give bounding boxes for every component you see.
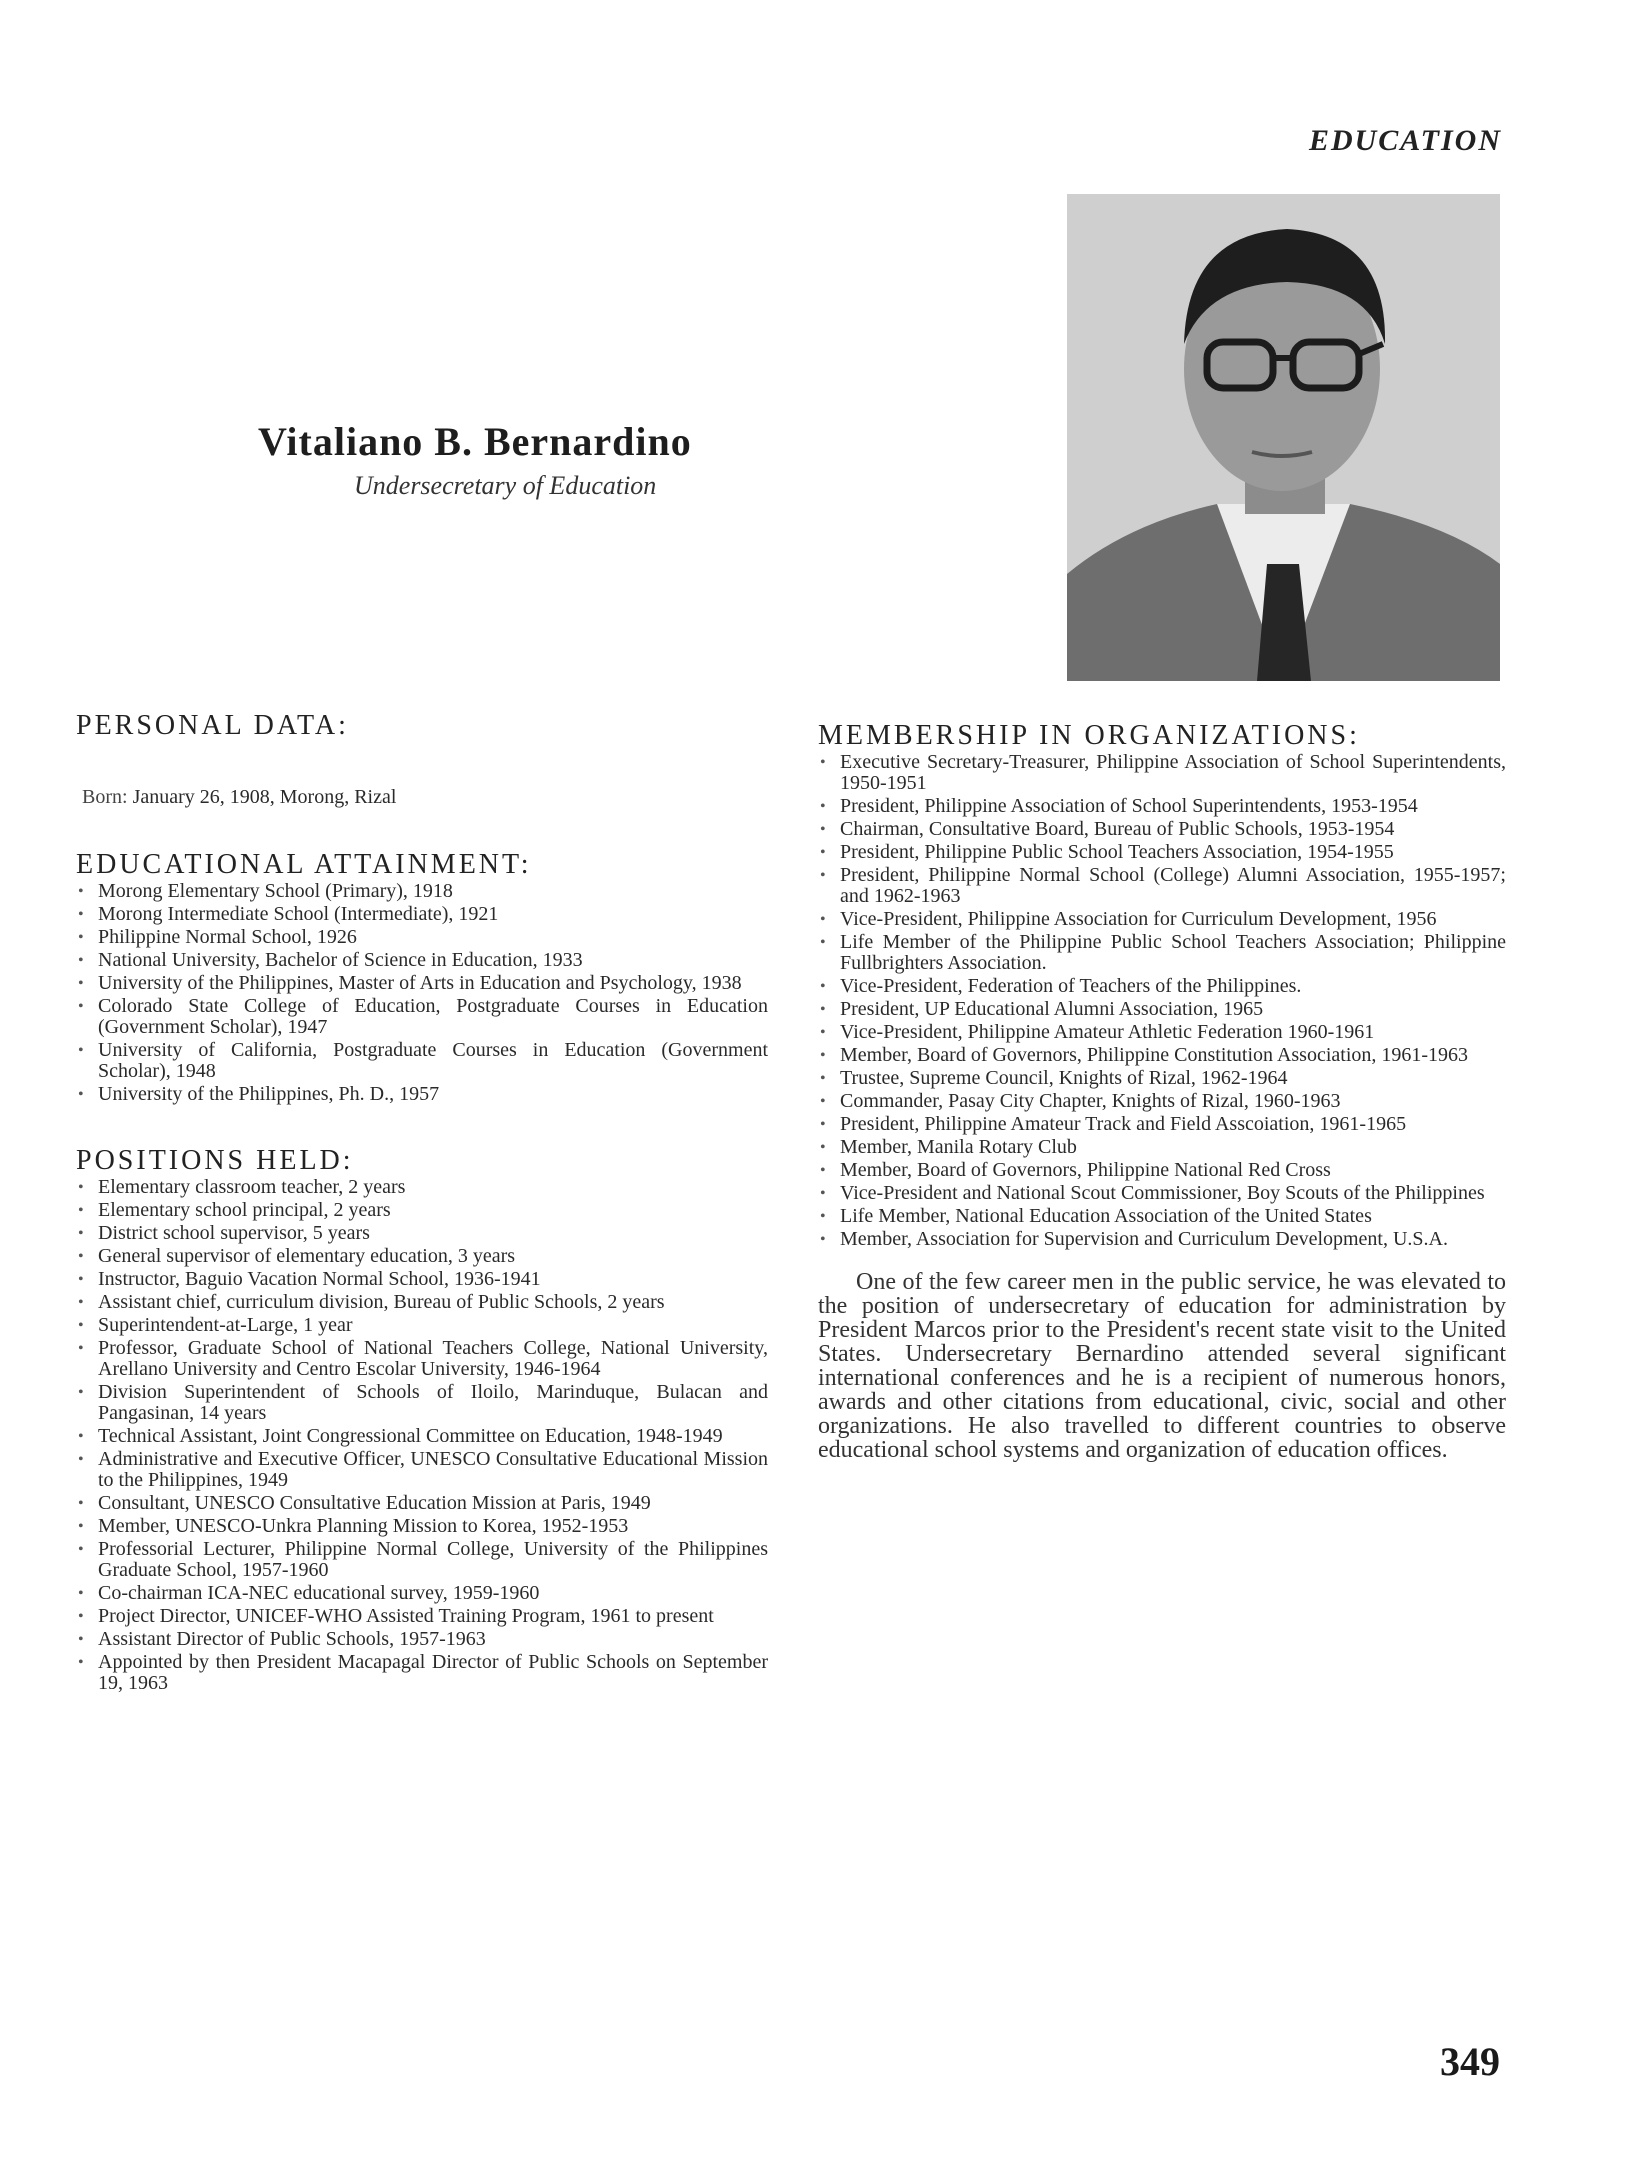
list-item: • Professorial Lecturer, Philippine Normal College, University of the Philippines Graduate School, 1957-1960: [76, 1539, 768, 1581]
born-value: January 26, 1908, Morong, Rizal: [132, 786, 397, 808]
personal-data-heading: PERSONAL DATA:: [76, 710, 349, 741]
left-column: [76, 710, 768, 1696]
list-item: • Consultant, UNESCO Consultative Education Mission at Paris, 1949: [76, 1493, 768, 1514]
memberships-list: [818, 752, 1506, 1250]
page-number: 349: [1440, 2039, 1500, 2084]
section-label: EDUCATION: [1308, 124, 1502, 157]
list-item: • Superintendent-at-Large, 1 year: [76, 1315, 768, 1336]
biography-paragraph: One of the few career men in the public service, he was elevated to the position of undersecretary of education for administration by President Marcos prior to the President's recent state visit to the United States. Undersecretary Bernardino attended several significant international conferences and he is a recipient of numerous honors, awards and other citations from educational, civic, social and other organizations. He also travelled to different countries to observe educational school systems and organization of education offices.: [818, 1269, 1506, 1463]
born-label: Born:: [82, 786, 128, 808]
list-item: • Vice-President, Philippine Association for Curriculum Development, 1956: [818, 909, 1506, 930]
list-item: • Appointed by then President Macapagal Director of Public Schools on September 19, 1963: [76, 1652, 768, 1694]
list-item: • Chairman, Consultative Board, Bureau of Public Schools, 1953-1954: [818, 819, 1506, 840]
list-item: • Philippine Normal School, 1926: [76, 927, 768, 948]
list-item: • Project Director, UNICEF-WHO Assisted Training Program, 1961 to present: [76, 1606, 768, 1627]
education-heading: EDUCATIONAL ATTAINMENT:: [76, 849, 532, 880]
list-item: • University of the Philippines, Master of Arts in Education and Psychology, 1938: [76, 973, 768, 994]
list-item: • Trustee, Supreme Council, Knights of Rizal, 1962-1964: [818, 1068, 1506, 1089]
list-item: • Member, UNESCO-Unkra Planning Mission to Korea, 1952-1953: [76, 1516, 768, 1537]
portrait-photo: [1067, 194, 1500, 681]
profile-header: [258, 418, 692, 501]
list-item: • Assistant chief, curriculum division, Bureau of Public Schools, 2 years: [76, 1292, 768, 1313]
list-item: • Morong Intermediate School (Intermediate), 1921: [76, 904, 768, 925]
list-item: • University of the Philippines, Ph. D., 1957: [76, 1084, 768, 1105]
list-item: • Elementary classroom teacher, 2 years: [76, 1177, 768, 1198]
person-name: Vitaliano B. Bernardino: [258, 419, 692, 464]
list-item: • Co-chairman ICA-NEC educational survey, 1959-1960: [76, 1583, 768, 1604]
list-item: • Commander, Pasay City Chapter, Knights of Rizal, 1960-1963: [818, 1091, 1506, 1112]
list-item: • President, Philippine Amateur Track and Field Asscoiation, 1961-1965: [818, 1114, 1506, 1135]
memberships-heading: MEMBERSHIP IN ORGANIZATIONS:: [818, 720, 1360, 751]
list-item: • President, UP Educational Alumni Association, 1965: [818, 999, 1506, 1020]
list-item: • Elementary school principal, 2 years: [76, 1200, 768, 1221]
list-item: • Vice-President, Philippine Amateur Athletic Federation 1960-1961: [818, 1022, 1506, 1043]
list-item: • Member, Board of Governors, Philippine Constitution Association, 1961-1963: [818, 1045, 1506, 1066]
education-section: [76, 849, 768, 1105]
list-item: • President, Philippine Normal School (College) Alumni Association, 1955-1957; and 1962-1963: [818, 865, 1506, 907]
person-title: Undersecretary of Education: [354, 471, 657, 500]
positions-list: [76, 1177, 768, 1694]
right-column: [818, 720, 1506, 1462]
list-item: • Life Member, National Education Association of the United States: [818, 1206, 1506, 1227]
list-item: • President, Philippine Association of School Superintendents, 1953-1954: [818, 796, 1506, 817]
list-item: • Professor, Graduate School of National Teachers College, National University, Arellano University and Centro Escolar University, 1946-1964: [76, 1338, 768, 1380]
list-item: • Morong Elementary School (Primary), 1918: [76, 881, 768, 902]
positions-section: [76, 1145, 768, 1694]
list-item: • Vice-President and National Scout Commissioner, Boy Scouts of the Philippines: [818, 1183, 1506, 1204]
positions-heading: POSITIONS HELD:: [76, 1145, 354, 1176]
list-item: • University of California, Postgraduate Courses in Education (Government Scholar), 1948: [76, 1040, 768, 1082]
list-item: • General supervisor of elementary education, 3 years: [76, 1246, 768, 1267]
list-item: • Member, Board of Governors, Philippine National Red Cross: [818, 1160, 1506, 1181]
list-item: • Division Superintendent of Schools of Iloilo, Marinduque, Bulacan and Pangasinan, 14 years: [76, 1382, 768, 1424]
list-item: • Member, Manila Rotary Club: [818, 1137, 1506, 1158]
list-item: • Life Member of the Philippine Public School Teachers Association; Philippine Fullbrighters Association.: [818, 932, 1506, 974]
education-list: [76, 881, 768, 1105]
list-item: • Instructor, Baguio Vacation Normal School, 1936-1941: [76, 1269, 768, 1290]
list-item: • President, Philippine Public School Teachers Association, 1954-1955: [818, 842, 1506, 863]
list-item: • Assistant Director of Public Schools, 1957-1963: [76, 1629, 768, 1650]
list-item: • Executive Secretary-Treasurer, Philippine Association of School Superintendents, 1950-1951: [818, 752, 1506, 794]
birth-info: [82, 786, 768, 809]
portrait-image: [1067, 194, 1500, 681]
list-item: • District school supervisor, 5 years: [76, 1223, 768, 1244]
list-item: • Technical Assistant, Joint Congressional Committee on Education, 1948-1949: [76, 1426, 768, 1447]
list-item: • Administrative and Executive Officer, UNESCO Consultative Educational Mission to the Philippines, 1949: [76, 1449, 768, 1491]
list-item: • Vice-President, Federation of Teachers of the Philippines.: [818, 976, 1506, 997]
list-item: • Colorado State College of Education, Postgraduate Courses in Education (Government Scholar), 1947: [76, 996, 768, 1038]
list-item: • National University, Bachelor of Science in Education, 1933: [76, 950, 768, 971]
list-item: • Member, Association for Supervision and Curriculum Development, U.S.A.: [818, 1229, 1506, 1250]
